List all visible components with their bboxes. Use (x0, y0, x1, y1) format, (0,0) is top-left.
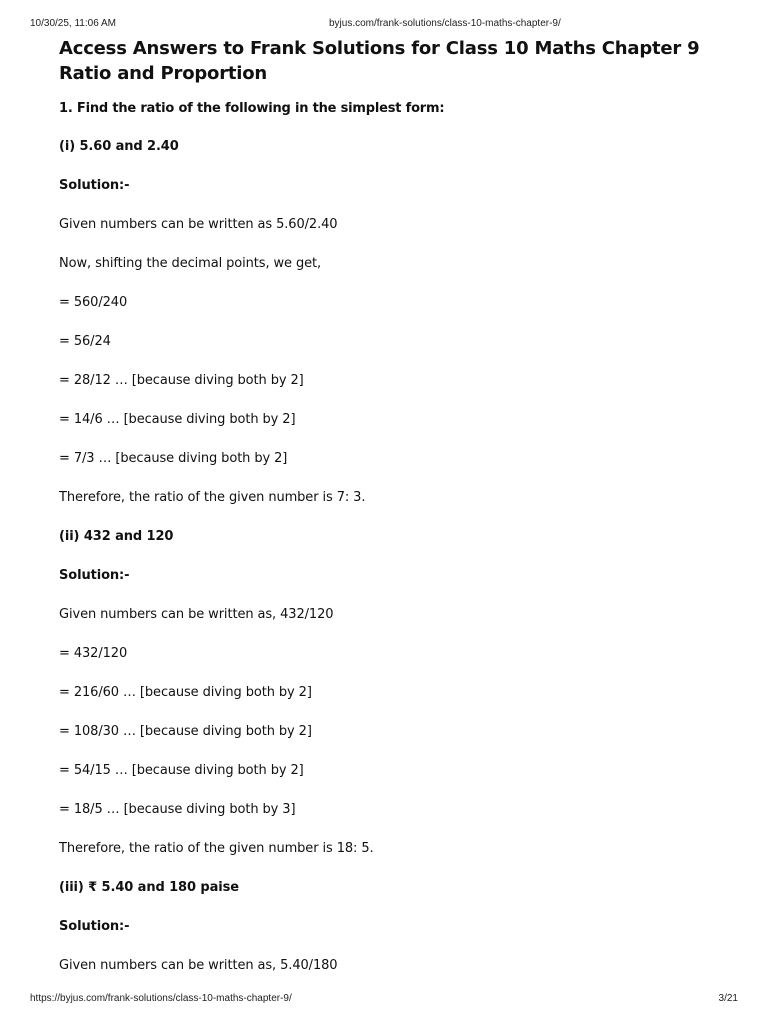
print-footer (30, 993, 738, 1007)
question-heading: 1. Find the ratio of the following in the simplest form: (59, 101, 445, 116)
solution-part (59, 527, 719, 859)
print-header-url: byjus.com/frank-solutions/class-10-maths-chapter-9/ (329, 18, 561, 29)
solution-label: Solution:- (59, 568, 130, 583)
part-heading: (iii) ₹ 5.40 and 180 paise (59, 880, 239, 895)
solution-line: = 560/240 (59, 295, 128, 310)
solution-line: = 108/30 … [because diving both by 2] (59, 724, 312, 739)
solution-line: Therefore, the ratio of the given number is 18: 5. (59, 841, 374, 856)
solution-line: Given numbers can be written as, 5.40/180 (59, 958, 338, 973)
solution-line: = 28/12 … [because diving both by 2] (59, 373, 304, 388)
part-heading: (ii) 432 and 120 (59, 529, 174, 544)
solution-line: = 216/60 … [because diving both by 2] (59, 685, 312, 700)
print-footer-url: https://byjus.com/frank-solutions/class-10-maths-chapter-9/ (30, 993, 292, 1004)
solution-line: Now, shifting the decimal points, we get, (59, 256, 322, 271)
solution-line: = 7/3 … [because diving both by 2] (59, 451, 288, 466)
solution-line: = 54/15 … [because diving both by 2] (59, 763, 304, 778)
solution-line: = 56/24 (59, 334, 111, 349)
solution-parts (59, 137, 719, 976)
solution-line: Given numbers can be written as 5.60/2.40 (59, 217, 338, 232)
solution-part (59, 137, 719, 508)
solution-line: Given numbers can be written as, 432/120 (59, 607, 334, 622)
solution-line: Therefore, the ratio of the given number is 7: 3. (59, 490, 366, 505)
page-title: Access Answers to Frank Solutions for Class 10 Maths Chapter 9 Ratio and Proportion (59, 38, 700, 84)
part-heading: (i) 5.60 and 2.40 (59, 139, 179, 154)
solution-line: = 14/6 … [because diving both by 2] (59, 412, 296, 427)
solution-label: Solution:- (59, 178, 130, 193)
solution-line: = 18/5 … [because diving both by 3] (59, 802, 296, 817)
document-content (59, 36, 719, 976)
solution-label: Solution:- (59, 919, 130, 934)
print-timestamp: 10/30/25, 11:06 AM (30, 18, 116, 29)
page-number: 3/21 (718, 993, 738, 1004)
solution-line: = 432/120 (59, 646, 128, 661)
solution-part (59, 878, 719, 976)
print-header (30, 18, 738, 32)
